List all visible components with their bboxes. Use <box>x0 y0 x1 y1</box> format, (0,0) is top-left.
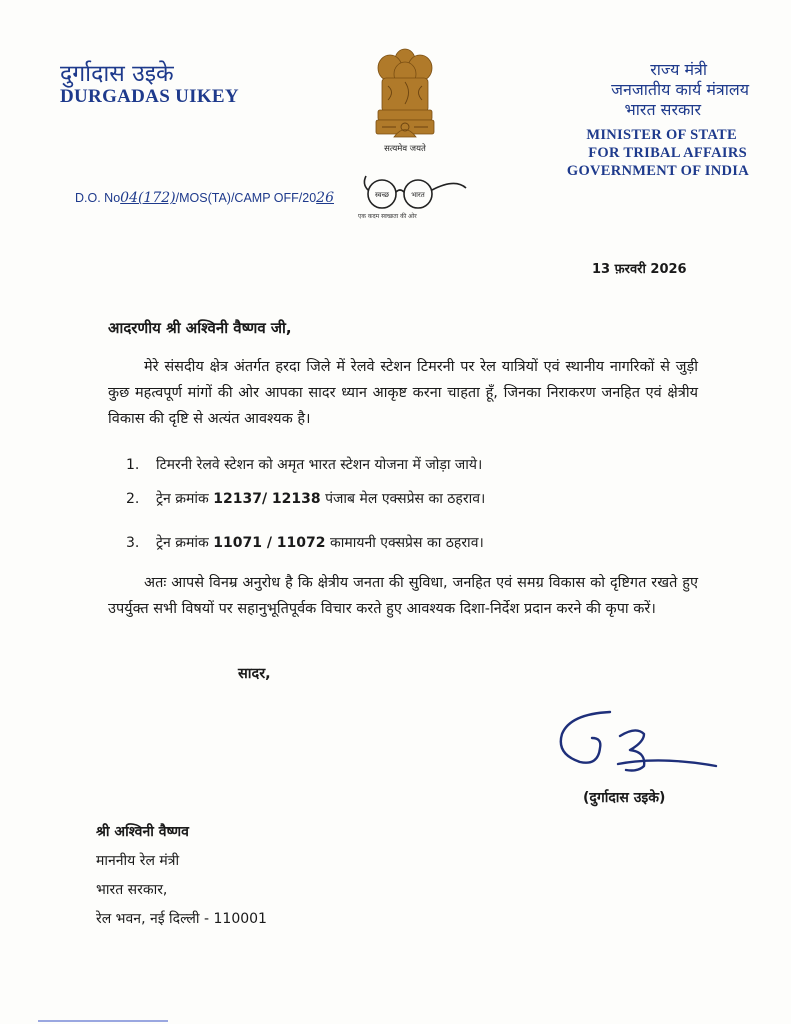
reference-number <box>75 190 334 206</box>
sender-name-hindi: दुर्गादास उइके <box>60 61 174 87</box>
demand-text-post: पंजाब मेल एक्सप्रेस का ठहराव। <box>320 491 486 507</box>
swachh-tagline: एक कदम स्वच्छता की ओर <box>358 213 417 220</box>
swachh-left-word: स्वच्छ <box>374 191 390 199</box>
demand-number: 2. <box>126 491 140 507</box>
recipient-name: श्री अश्विनी वैष्णव <box>96 824 189 840</box>
recipient-address-block <box>96 818 267 934</box>
signatory-name: (दुर्गादास उइके) <box>583 790 666 806</box>
reference-prefix: D.O. No <box>75 191 121 205</box>
bottom-divider <box>38 1020 168 1022</box>
ministry-hindi-line2: जनजातीय कार्य मंत्रालय <box>611 80 749 99</box>
reference-handwritten-number: 04(172) <box>120 190 176 206</box>
reference-middle: /MOS(TA)/CAMP OFF/20 <box>175 191 317 205</box>
demand-item-2 <box>126 489 485 508</box>
sender-name-english: DURGADAS UIKEY <box>60 86 239 107</box>
demand-text: ट्रेन क्रमांक <box>156 491 214 507</box>
ministry-hindi-line3: भारत सरकार <box>624 100 701 119</box>
ministry-english-line2: FOR TRIBAL AFFAIRS <box>588 145 747 161</box>
body-paragraph-1: मेरे संसदीय क्षेत्र अंतर्गत हरदा जिले में रेलवे स्टेशन टिमरनी पर रेल यात्रियों एवं स्थानीय नागरिकों से जुड़ी कुछ महत्वपूर्ण मांगों की ओर आपका सादर ध्यान आकृष्ट करना चाहता हूँ, जिनका निराकरण जनहित एवं क्षेत्रीय विकास की दृष्टि से अत्यंत आवश्यक है। <box>108 359 698 427</box>
handwritten-signature-icon <box>540 708 730 788</box>
demand-number: 1. <box>126 457 140 473</box>
recipient-address: रेल भवन, नई दिल्ली - 110001 <box>96 911 267 927</box>
emblem-motto: सत्यमेव जयते <box>384 144 426 154</box>
ministry-english-line3: GOVERNMENT OF INDIA <box>566 163 749 179</box>
demand-text: टिमरनी रेलवे स्टेशन को अमृत भारत स्टेशन योजना में जोड़ा जाये। <box>156 457 483 473</box>
train-numbers: 11071 / 11072 <box>213 535 326 551</box>
demand-item-1 <box>126 455 482 474</box>
train-numbers: 12137/ 12138 <box>213 491 321 507</box>
ministry-letterhead <box>499 60 749 180</box>
demand-text: ट्रेन क्रमांक <box>156 535 214 551</box>
demand-text-post: कामायनी एक्सप्रेस का ठहराव। <box>325 535 484 551</box>
closing: सादर, <box>238 666 271 682</box>
demand-number: 3. <box>126 535 140 551</box>
body-paragraph-2: अतः आपसे विनम्र अनुरोध है कि क्षेत्रीय जनता की सुविधा, जनहित एवं समग्र विकास को दृष्टिगत रखते हुए उपर्युक्त सभी विषयों पर सहानुभूतिपूर्वक विचार करते हुए आवश्यक दिशा-निर्देश प्रदान करने की कृपा करें। <box>108 575 698 617</box>
recipient-designation: माननीय रेल मंत्री <box>96 853 180 869</box>
swachh-right-word: भारत <box>411 191 425 199</box>
salutation: आदरणीय श्री अश्विनी वैष्णव जी, <box>108 319 292 337</box>
demand-item-3 <box>126 533 484 552</box>
ministry-hindi-line1: राज्य मंत्री <box>650 60 707 79</box>
letter-date: 13 फ़रवरी 2026 <box>592 262 687 277</box>
reference-handwritten-year: 26 <box>316 190 334 206</box>
recipient-government: भारत सरकार, <box>96 882 168 898</box>
ministry-english-line1: MINISTER OF STATE <box>586 127 737 143</box>
